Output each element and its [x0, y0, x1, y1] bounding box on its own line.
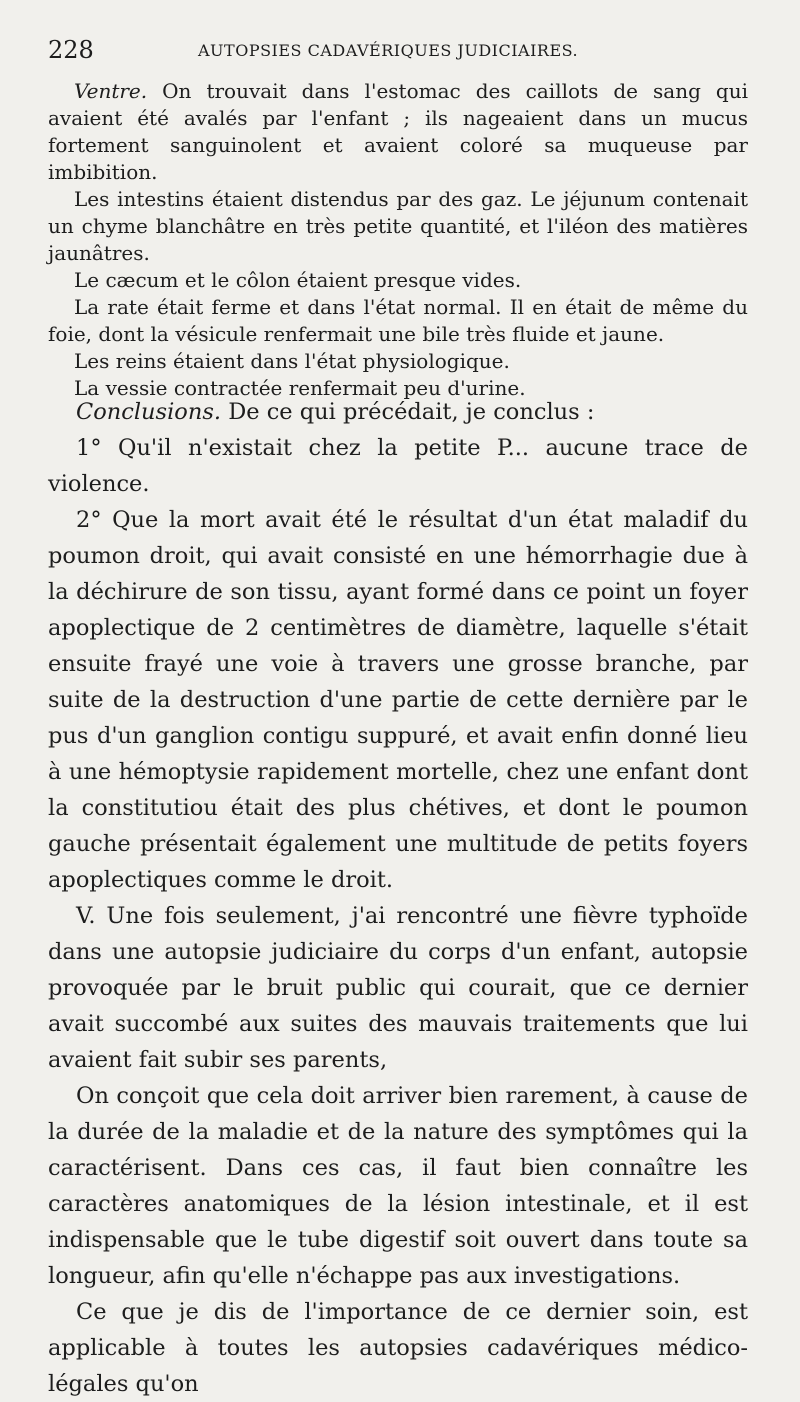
running-title: AUTOPSIES CADAVÉRIQUES JUDICIAIRES.	[198, 41, 579, 60]
conclusion-1: 1° Qu'il n'existait chez la petite P... aucune trace de violence.	[48, 435, 748, 497]
conclusion-2: 2° Que la mort avait été le résultat d'un état maladif du poumon droit, qui avait consisté en une hémorrhagie due à la déchirure de son tissu, ayant formé dans ce point un foyer apoplectique de 2 centimètres de diamètre, laquelle s'était ensuite frayé une voie à travers une grosse branche, par suite de la destruction d'une partie de cette dernière par le pus d'un ganglion contigu suppuré, et avait enfin donné lieu à une hémoptysie rapidement mortelle, chez une enfant dont la constitutiou était des plus chétives, et dont le poumon gauche présentait également une multitude de petits foyers apoplectiques comme le droit.	[48, 507, 748, 893]
conclusions-block	[48, 394, 748, 1402]
paragraph-conclusions	[48, 394, 748, 430]
ventre-text: On trouvait dans l'estomac des caillots de sang qui avaient été avalés par l'enfant ; ils nageaient dans un mucus fortement sanguinolent et avaient coloré sa muqueuse par imbibition.	[48, 79, 748, 184]
paragraph-caecum: Le cæcum et le côlon étaient presque vides.	[74, 268, 522, 292]
paragraph-rarement: On conçoit que cela doit arriver bien rarement, à cause de la durée de la maladie et de la nature des symptômes qui la caractérisent. Dans ces cas, il faut bien connaître les caractères anatomiques de la lésion intestinale, et il est indispensable que le tube digestif soit ouvert dans toute sa longueur, afin qu'elle n'échappe pas aux investigations.	[48, 1083, 748, 1289]
paragraph-reins: Les reins étaient dans l'état physiologique.	[74, 349, 510, 373]
paragraph-vessie: La vessie contractée renfermait peu d'urine.	[74, 376, 526, 400]
paragraph-ventre	[48, 78, 748, 186]
section-v: V. Une fois seulement, j'ai rencontré une fièvre typhoïde dans une autopsie judiciaire du corps d'un enfant, autopsie provoquée par le bruit public qui courait, que ce dernier avait succombé aux suites des mauvais traitements que lui avaient fait subir ses parents,	[48, 903, 748, 1073]
paragraph-intestins: Les intestins étaient distendus par des gaz. Le jéjunum contenait un chyme blanchâtre en très petite quantité, et l'iléon des matières jaunâtres.	[48, 187, 748, 265]
autopsy-findings-block	[48, 78, 748, 402]
page-number: 228	[48, 36, 94, 64]
paragraph-rate: La rate était ferme et dans l'état normal. Il en était de même du foie, dont la vésicule renfermait une bile très fluide et jaune.	[48, 295, 748, 346]
page-header	[48, 36, 764, 70]
conclusions-text: De ce qui précédait, je conclus :	[228, 399, 595, 425]
ventre-label: Ventre.	[74, 79, 148, 103]
conclusions-label: Conclusions.	[76, 399, 222, 425]
paragraph-importance: Ce que je dis de l'importance de ce dernier soin, est applicable à toutes les autopsies cadavériques médico-légales qu'on	[48, 1299, 748, 1397]
